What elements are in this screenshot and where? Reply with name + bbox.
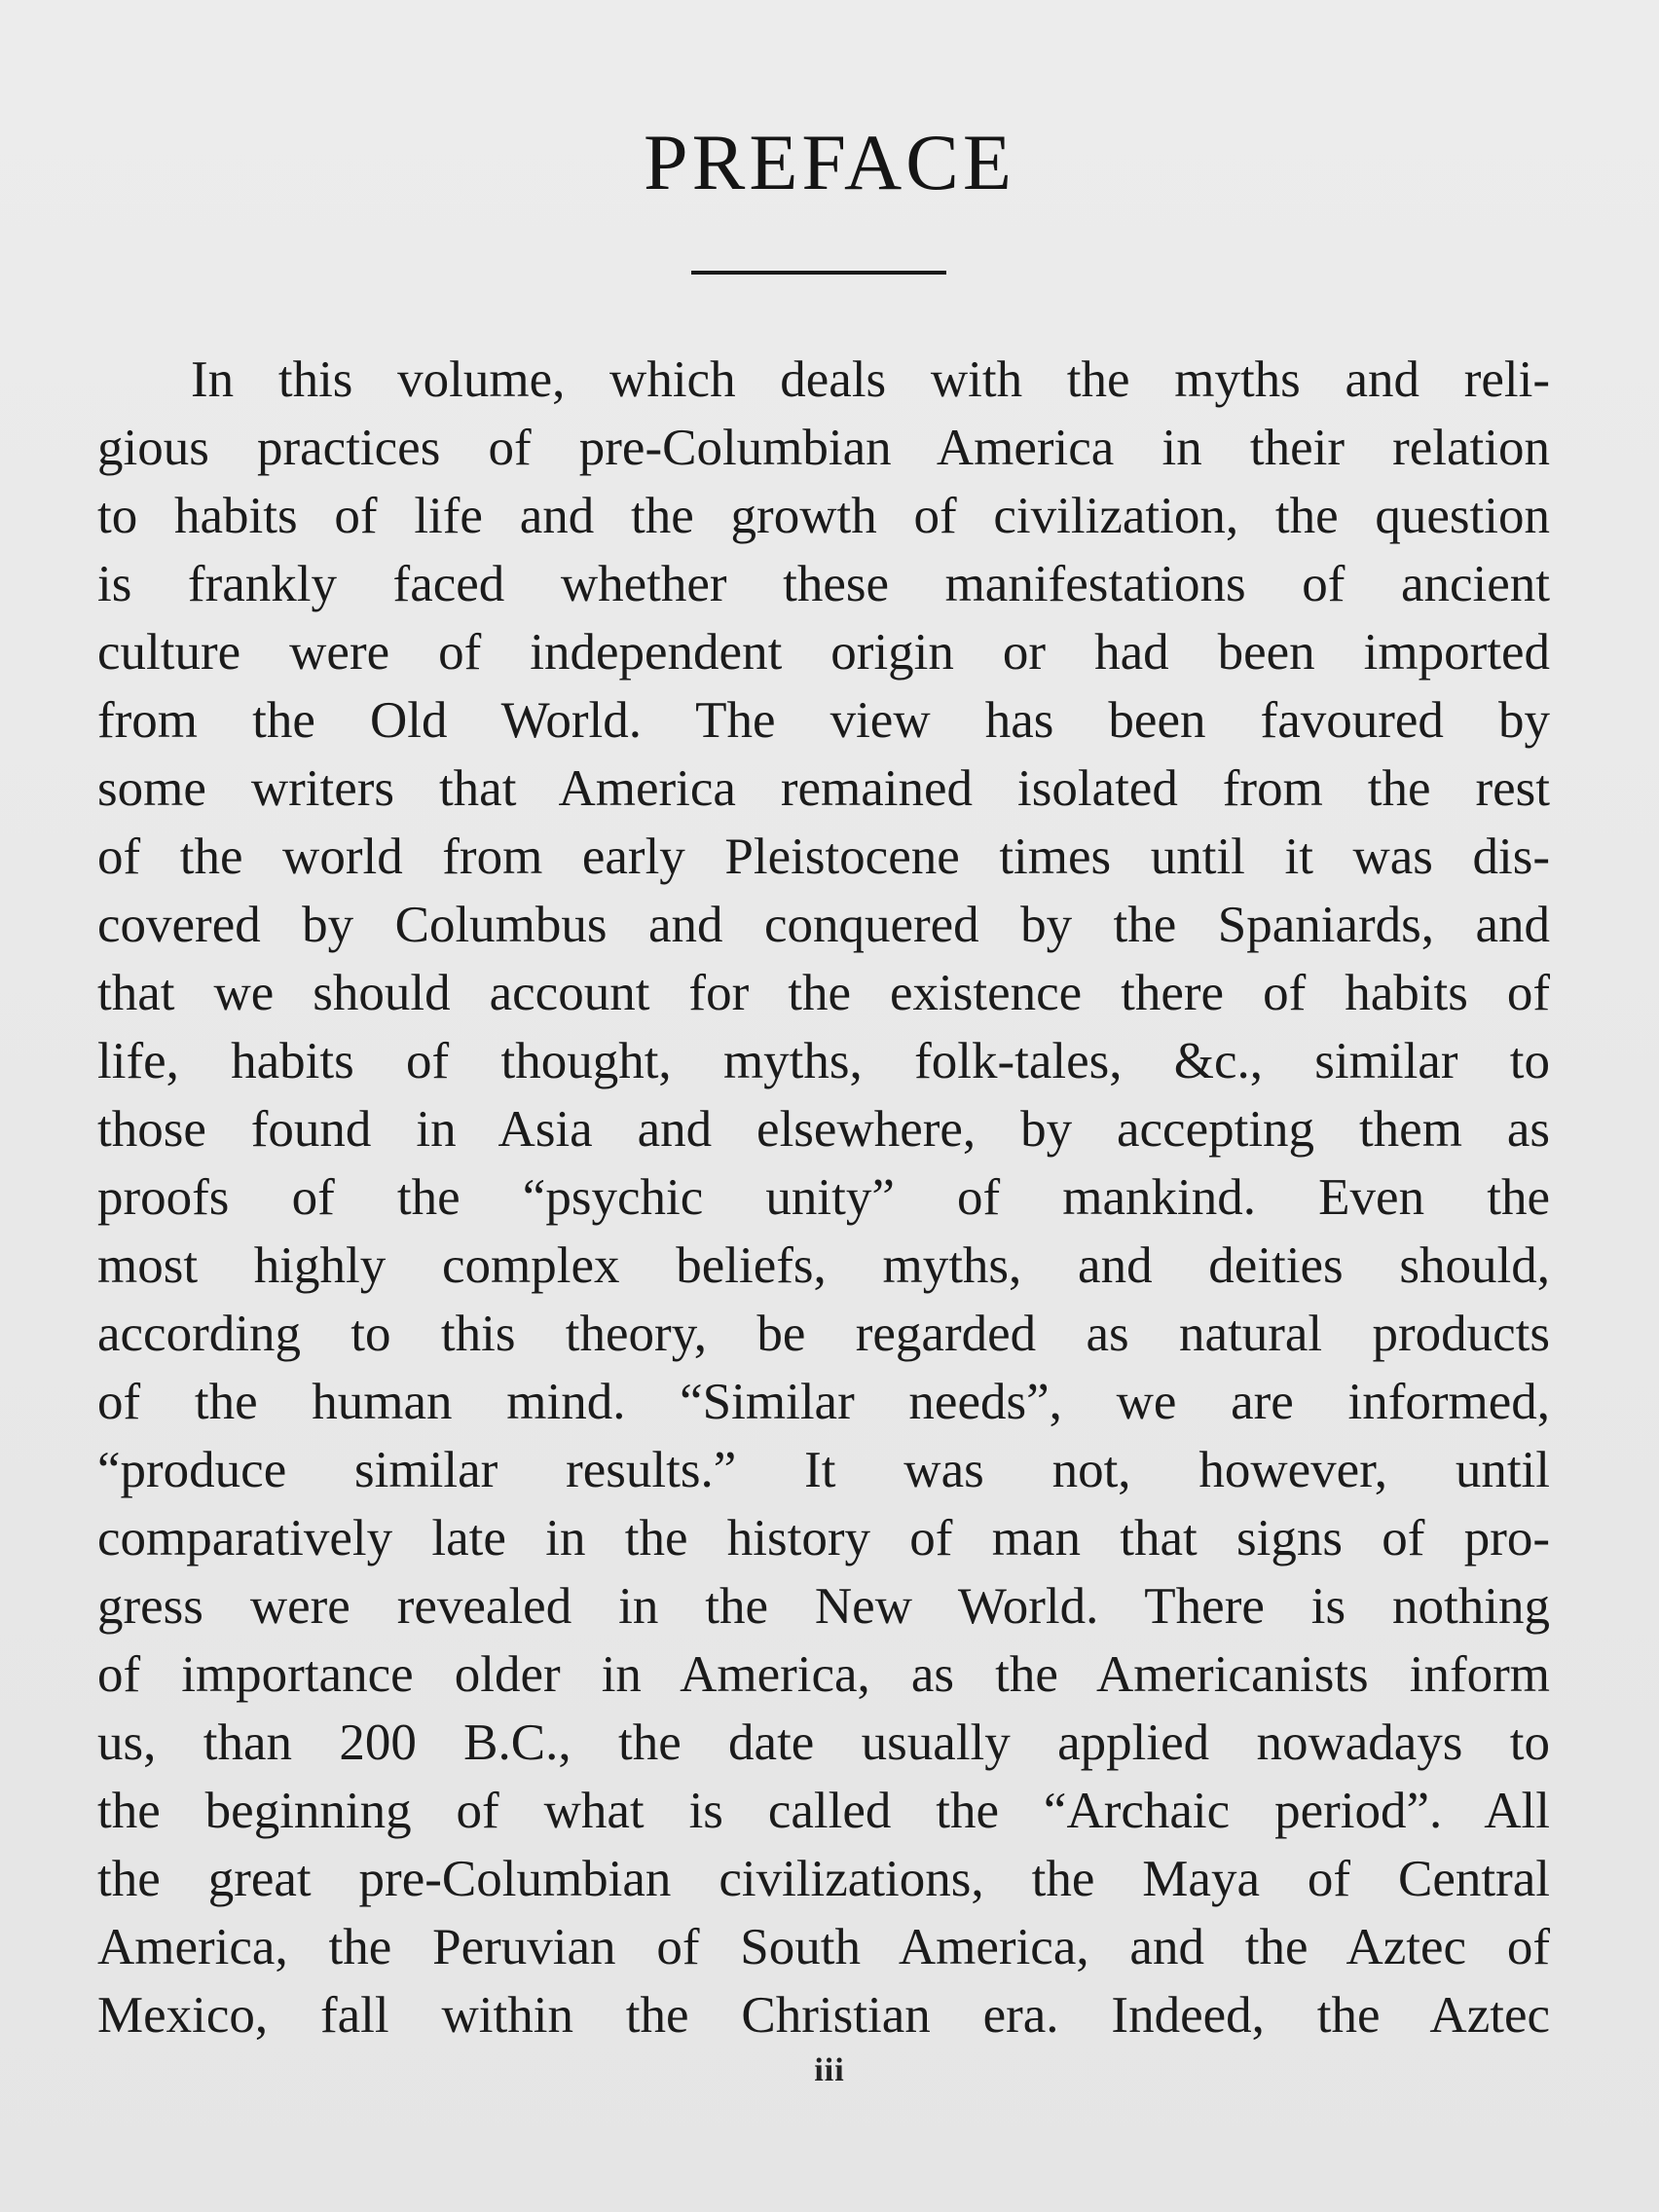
- text-line: proofs of the “psychic unity” of mankind. Even the: [97, 1169, 1550, 1226]
- text-line: is frankly faced whether these manifestations of ancient: [97, 556, 1550, 612]
- text-line: most highly complex beliefs, myths, and deities should,: [97, 1237, 1550, 1294]
- text-line: of the human mind. “Similar needs”, we are informed,: [97, 1374, 1550, 1430]
- text-line: according to this theory, be regarded as natural products: [97, 1306, 1550, 1362]
- text-line: of importance older in America, as the Americanists inform: [97, 1646, 1550, 1703]
- text-line: culture were of independent origin or had been imported: [97, 624, 1550, 681]
- text-line: us, than 200 B.C., the date usually applied nowadays to: [97, 1714, 1550, 1771]
- text-line: from the Old World. The view has been favoured by: [97, 692, 1550, 749]
- text-line: those found in Asia and elsewhere, by accepting them as: [97, 1101, 1550, 1158]
- text-line: covered by Columbus and conquered by the Spaniards, and: [97, 897, 1550, 953]
- text-line: life, habits of thought, myths, folk-tales, &c., similar to: [97, 1033, 1550, 1089]
- text-line: of the world from early Pleistocene times until it was dis-: [97, 829, 1550, 885]
- text-line: gious practices of pre-Columbian America in their relation: [97, 420, 1550, 476]
- preface-body: [97, 346, 1550, 2049]
- page-number: iii: [814, 2052, 845, 2088]
- text-line: the beginning of what is called the “Archaic period”. All: [97, 1783, 1550, 1839]
- text-line: Mexico, fall within the Christian era. Indeed, the Aztec: [97, 1987, 1550, 2044]
- text-line: some writers that America remained isolated from the rest: [97, 760, 1550, 817]
- title-rule: [691, 271, 946, 275]
- text-line: comparatively late in the history of man that signs of pro-: [97, 1510, 1550, 1567]
- text-line: gress were revealed in the New World. There is nothing: [97, 1578, 1550, 1635]
- page-title: PREFACE: [644, 118, 1015, 206]
- text-line: America, the Peruvian of South America, and the Aztec of: [97, 1919, 1550, 1975]
- text-line: “produce similar results.” It was not, however, until: [97, 1442, 1550, 1498]
- text-line: that we should account for the existence there of habits of: [97, 965, 1550, 1021]
- text-line: to habits of life and the growth of civilization, the question: [97, 488, 1550, 544]
- text-line: the great pre-Columbian civilizations, the Maya of Central: [97, 1851, 1550, 1907]
- text-line: In this volume, which deals with the myths and reli-: [191, 351, 1550, 408]
